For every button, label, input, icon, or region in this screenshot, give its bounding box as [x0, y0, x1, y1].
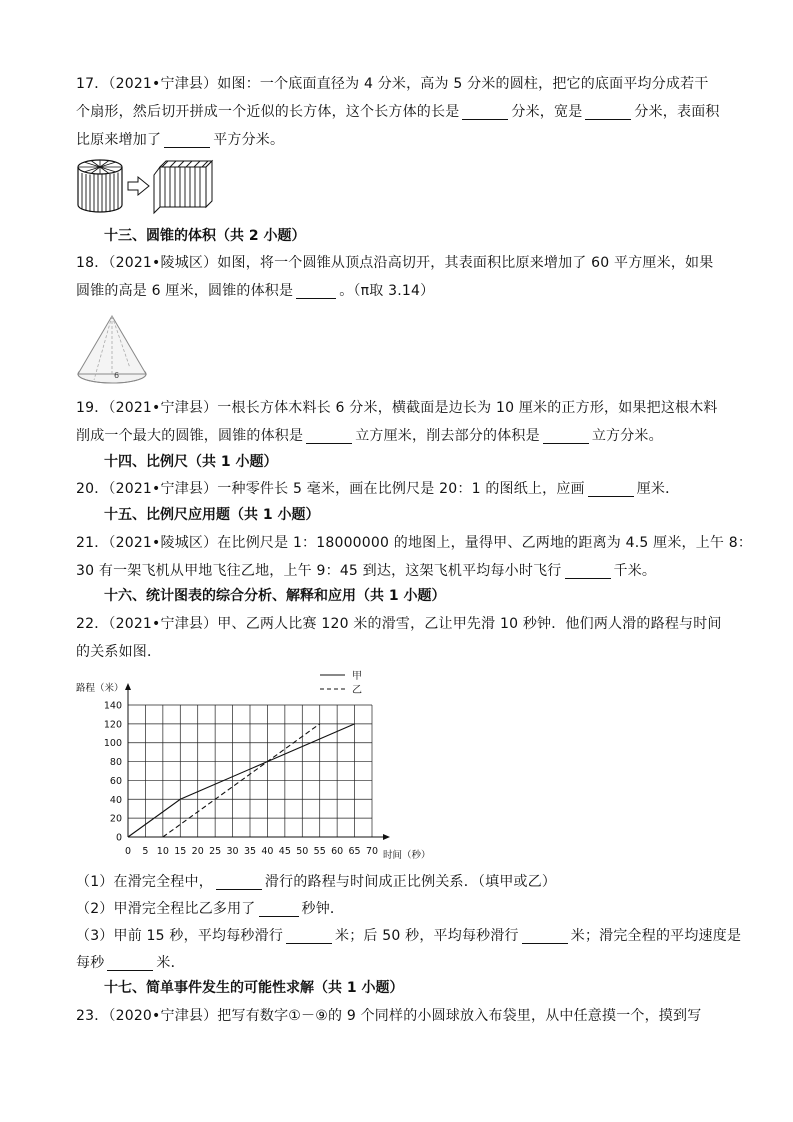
- y-axis-arrow-icon: [125, 683, 131, 690]
- x-axis-label: 时间（秒）: [383, 850, 431, 861]
- q18-line2: [76, 278, 722, 304]
- q22-sub1-text-b: 滑行的路程与时间成正比例关系．（填甲或乙）: [264, 874, 557, 890]
- q17-line2-text-a: 个扇形，然后切开拼成一个近似的长方体，这个长方体的长是: [76, 104, 460, 120]
- q21-line2: [76, 558, 722, 584]
- sliced-cylinder: [78, 160, 122, 212]
- q20-blank-length[interactable]: [588, 480, 634, 497]
- q18-line2-text-b: 。（π取 3.14）: [339, 283, 435, 299]
- section-heading-14: 十四、比例尺（共 1 小题）: [104, 454, 278, 470]
- q18-line1: 18．（2021•陵城区）如图，将一个圆锥从顶点沿高切开，其表面积比原来增加了 60 平方厘米，如果: [76, 255, 714, 271]
- x-tick-label: 60: [331, 846, 344, 857]
- x-tick-label: 30: [226, 846, 239, 857]
- section-heading-17: 十七、简单事件发生的可能性求解（共 1 小题）: [104, 980, 404, 996]
- y-axis-label: 路程（米）: [76, 683, 124, 694]
- x-tick-label: 20: [191, 846, 204, 857]
- x-tick-label: 55: [313, 846, 326, 857]
- distance-time-chart: [70, 665, 450, 865]
- chart-grid: [128, 705, 372, 837]
- q19-line1: 19．（2021•宁津县）一根长方体木料长 6 分米，横截面是边长为 10 厘米的正方形，如果把这根木料: [76, 400, 718, 416]
- q22-sub4-text-a: 每秒: [76, 955, 105, 971]
- q22-blank-proportional[interactable]: [216, 873, 262, 890]
- q21-line2-text-b: 千米。: [613, 563, 657, 579]
- q17-line1: 17．（2021•宁津县）如图：一个底面直径为 4 分米，高为 5 分米的圆柱，把它的底面平均分成若干: [76, 76, 709, 92]
- q17-line2-text-b: 分米，宽是: [511, 104, 583, 120]
- y-tick-label: 120: [103, 719, 122, 731]
- q22-sub2-text-b: 秒钟．: [301, 901, 345, 917]
- section-heading-13: 十三、圆锥的体积（共 2 小题）: [104, 228, 306, 244]
- x-tick-label: 70: [365, 846, 379, 857]
- q22-line2: 的关系如图．: [76, 644, 162, 660]
- right-arrow-icon: [128, 177, 149, 195]
- section-heading-15: 十五、比例尺应用题（共 1 小题）: [104, 507, 320, 523]
- q22-sub1: [76, 869, 722, 895]
- x-tick-label: 65: [348, 846, 361, 857]
- x-tick-label: 50: [296, 846, 309, 857]
- q22-sub3-text-a: （3）甲前 15 秒，平均每秒滑行: [76, 928, 284, 944]
- q21-line1: 21．（2021•陵城区）在比例尺是 1：18000000 的地图上，量得甲、乙两地的距离为 4.5 厘米，上午 8：: [76, 535, 753, 551]
- q17-line3-text-a: 比原来增加了: [76, 132, 162, 148]
- q22-line1: 22．（2021•宁津县）甲、乙两人比赛 120 米的滑雪，乙让甲先滑 10 秒钟．他们两人滑的路程与时间: [76, 616, 722, 632]
- q19-line2-text-b: 立方厘米，削去部分的体积是: [355, 428, 540, 444]
- y-tick-label: 60: [109, 775, 122, 787]
- cone-height-label: 6: [114, 371, 120, 380]
- q22-sub3-text-c: 米；滑完全程的平均速度是: [570, 928, 742, 944]
- q21-line2-text-a: 30 有一架飞机从甲地飞往乙地，上午 9：45 到达，这架飞机平均每小时飞行: [76, 563, 562, 579]
- q17-blank-length[interactable]: [462, 103, 508, 120]
- x-tick-label: 45: [278, 846, 291, 857]
- q17-blank-area[interactable]: [164, 131, 210, 148]
- x-tick-label: 35: [243, 846, 257, 857]
- q22-sub3-text-b: 米；后 50 秒，平均每秒滑行: [335, 928, 519, 944]
- y-tick-label: 100: [103, 738, 122, 750]
- cone-figure: [74, 312, 154, 386]
- x-axis-arrow-icon: [383, 834, 390, 840]
- q22-blank-average-speed[interactable]: [107, 954, 153, 971]
- q22-sub3: [76, 923, 742, 949]
- q22-blank-extra-seconds[interactable]: [259, 900, 299, 917]
- q22-sub4: [76, 950, 722, 976]
- q18-blank-volume[interactable]: [296, 282, 336, 299]
- q19-blank-removed-volume[interactable]: [543, 427, 589, 444]
- q22-sub2: [76, 896, 722, 922]
- section-heading-16: 十六、统计图表的综合分析、解释和应用（共 1 小题）: [104, 588, 446, 604]
- y-tick-label: 140: [103, 700, 122, 712]
- q22-sub4-text-b: 米．: [156, 955, 185, 971]
- y-tick-label: 40: [109, 794, 122, 806]
- q17-line3: [76, 127, 722, 153]
- x-tick-label: 0: [124, 846, 132, 857]
- q20-line1: [76, 476, 722, 502]
- legend-label: 甲: [352, 671, 362, 682]
- q20-line1-text-b: 厘米．: [636, 481, 680, 497]
- q22-sub1-text-a: （1）在滑完全程中，: [76, 874, 213, 890]
- q22-blank-later-speed[interactable]: [522, 927, 568, 944]
- q18-line2-text-a: 圆锥的高是 6 厘米，圆锥的体积是: [76, 283, 294, 299]
- q23-line1: 23．（2020•宁津县）把写有数字①－⑨的 9 个同样的小圆球放入布袋里，从中任意摸一个，摸到写: [76, 1008, 702, 1024]
- q17-line2-text-c: 分米，表面积: [634, 104, 720, 120]
- x-tick-label: 40: [261, 846, 274, 857]
- x-tick-label: 5: [142, 846, 149, 857]
- legend-label: 乙: [352, 685, 362, 696]
- y-tick-label: 0: [115, 832, 122, 844]
- q22-sub2-text-a: （2）甲滑完全程比乙多用了: [76, 901, 256, 917]
- q17-blank-width[interactable]: [585, 103, 631, 120]
- y-tick-label: 80: [109, 757, 122, 769]
- y-tick-label: 20: [109, 813, 122, 825]
- q19-line2: [76, 423, 722, 449]
- q17-line2: [76, 99, 722, 125]
- q17-line3-text-b: 平方分米。: [213, 132, 285, 148]
- q19-blank-cone-volume[interactable]: [306, 427, 352, 444]
- x-tick-label: 25: [209, 846, 222, 857]
- q22-blank-first-speed[interactable]: [286, 927, 332, 944]
- q21-blank-speed[interactable]: [565, 562, 611, 579]
- q19-line2-text-a: 削成一个最大的圆锥，圆锥的体积是: [76, 428, 304, 444]
- chart-legend: [320, 670, 362, 696]
- x-tick-label: 15: [174, 846, 187, 857]
- x-tick-label: 10: [156, 846, 169, 857]
- cylinder-to-cuboid-figure: [76, 157, 216, 215]
- q19-line2-text-c: 立方分米。: [591, 428, 663, 444]
- q20-line1-text-a: 20．（2021•宁津县）一种零件长 5 毫米，画在比例尺是 20：1 的图纸上，应画: [76, 481, 585, 497]
- approximate-cuboid: [154, 161, 212, 213]
